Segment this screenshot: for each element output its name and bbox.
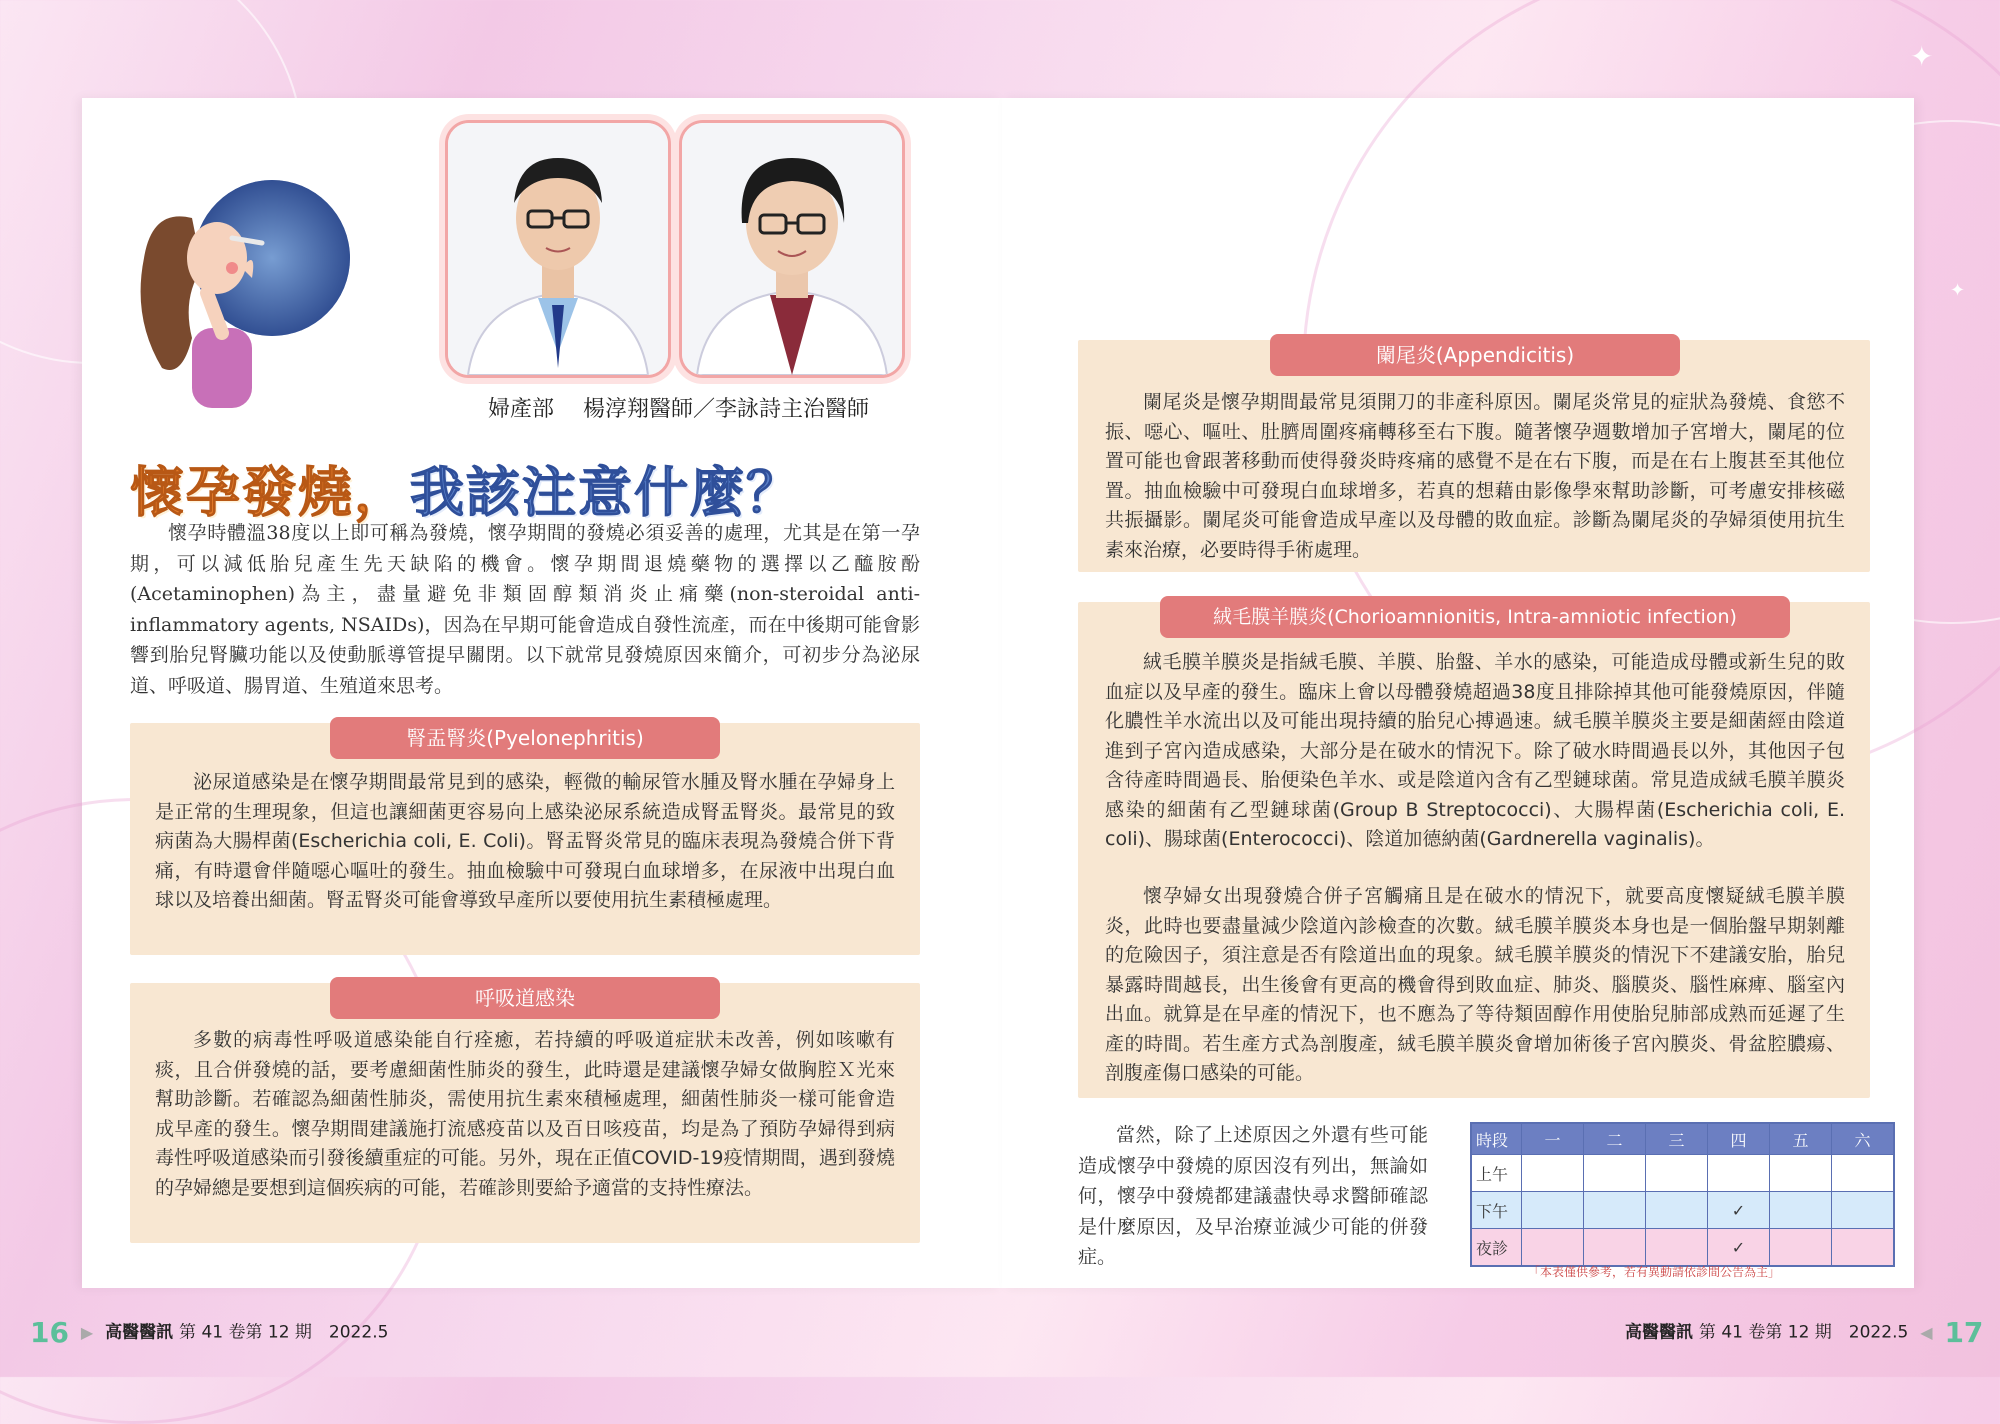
schedule-header-cell: 二 [1584,1123,1646,1155]
schedule-header-cell: 三 [1646,1123,1708,1155]
schedule-header-cell: 五 [1770,1123,1832,1155]
schedule-header-cell: 六 [1832,1123,1895,1155]
section-label-pyelonephritis: 腎盂腎炎(Pyelonephritis) [330,717,720,759]
schedule-header-cell: 四 [1708,1123,1770,1155]
section-label-appendicitis: 闌尾炎(Appendicitis) [1270,334,1680,376]
footer-left [30,1316,388,1349]
schedule-cell [1584,1192,1646,1229]
triangle-left-icon: ◀ [1920,1323,1933,1342]
schedule-row-afternoon [1471,1192,1894,1229]
title-part2: 我該注意什麼？ [410,461,802,524]
author-names: 楊淳翔醫師／李詠詩主治醫師 [583,397,870,422]
page-number-left: 16 [30,1316,69,1349]
closing-paragraph: 當然，除了上述原因之外還有些可能造成懷孕中發燒的原因沒有列出，無論如何，懷孕中發燒都建議盡快尋求醫師確認是什麼原因，及早治療並減少可能的併發症。 [1078,1124,1428,1268]
schedule-row-label: 下午 [1471,1192,1522,1229]
triangle-right-icon: ▶ [80,1323,94,1342]
sparkle-icon: ✦ [1910,40,1934,73]
schedule-cell [1646,1229,1708,1267]
schedule-header-row [1471,1123,1894,1155]
schedule-cell [1832,1229,1895,1267]
schedule-note: 「本表僅供參考，若有異動請依診間公告為主」 [1528,1265,1781,1279]
section-text-pyelonephritis: 泌尿道感染是在懷孕期間最常見到的感染，輕微的輸尿管水腫及腎水腫在孕婦身上是正常的生理現象，但這也讓細菌更容易向上感染泌尿系統造成腎盂腎炎。最常見的致病菌為大腸桿菌(Escherichia coli, E. Coli)。腎盂腎炎常見的臨床表現為發燒合併下背痛，有時還會伴隨噁心嘔吐的發生。抽血檢驗中可發現白血球增多，在尿液中出現白血球以及培養出細菌。腎盂腎炎可能會導致早產所以要使用抗生素積極處理。 [155,771,895,911]
magazine-name: 高醫醫訊 [1625,1322,1693,1343]
clinic-schedule-table [1470,1122,1895,1267]
section-label-respiratory: 呼吸道感染 [330,977,720,1019]
schedule-cell [1832,1155,1895,1192]
schedule-row-morning [1471,1155,1894,1192]
section-text-respiratory: 多數的病毒性呼吸道感染能自行痊癒，若持續的呼吸道症狀未改善，例如咳嗽有痰，且合併發燒的話，要考慮細菌性肺炎的發生，此時還是建議懷孕婦女做胸腔Ｘ光來幫助診斷。若確認為細菌性肺炎，需使用抗生素來積極處理，細菌性肺炎一樣可能會造成早產的發生。懷孕期間建議施打流感疫苗以及百日咳疫苗，均是為了預防孕婦得到病毒性呼吸道感染而引發後續重症的可能。另外，現在正值COVID-19疫情期間，遇到發燒的孕婦總是要想到這個疾病的可能，若確診則要給予適當的支持性療法。 [155,1029,895,1199]
doctor-photo-male [445,120,671,378]
schedule-cell [1770,1192,1832,1229]
schedule-cell [1522,1155,1584,1192]
section-text-chorioamnionitis-2: 懷孕婦女出現發燒合併子宮觸痛且是在破水的情況下，就要高度懷疑絨毛膜羊膜炎，此時也要盡量減少陰道內診檢查的次數。絨毛膜羊膜炎本身也是一個胎盤早期剝離的危險因子，須注意是否有陰道出血的現象。絨毛膜羊膜炎的情況下不建議安胎，胎兒暴露時間越長，出生後會有更高的機會得到敗血症、肺炎、腦膜炎、腦性麻痺、腦室內出血。就算是在早產的情況下，也不應為了等待類固醇作用使胎兒肺部成熟而延遲了生產的時間。若生產方式為剖腹產，絨毛膜羊膜炎會增加術後子宮內膜炎、骨盆腔膿瘍、剖腹產傷口感染的可能。 [1105,885,1845,1084]
schedule-header-cell: 一 [1522,1123,1584,1155]
magazine-name: 高醫醫訊 [105,1322,174,1343]
intro-paragraph: 懷孕時體溫38度以上即可稱為發燒，懷孕期間的發燒必須妥善的處理，尤其是在第一孕期，可以減低胎兒產生先天缺陷的機會。懷孕期間退燒藥物的選擇以乙醯胺酚(Acetaminophen)為主，盡量避免非類固醇類消炎止痛藥(non-steroidal anti-inflammatory agents, NSAIDs)，因為在早期可能會造成自發性流產，而在中後期可能會影響到胎兒腎臟功能以及使動脈導管提早關閉。以下就常見發燒原因來簡介，可初步分為泌尿道、呼吸道、腸胃道、生殖道來思考。 [130,522,920,697]
page-number-right: 17 [1944,1316,1984,1349]
section-label-chorioamnionitis: 絨毛膜羊膜炎(Chorioamnionitis, Intra-amniotic infection) [1160,596,1790,638]
sparkle-icon: ✦ [1950,280,1966,301]
schedule-cell [1770,1155,1832,1192]
schedule-cell [1770,1229,1832,1267]
schedule-cell [1584,1155,1646,1192]
schedule-cell [1832,1192,1895,1229]
footer-right [1625,1316,1983,1349]
schedule-header-cell: 時段 [1471,1123,1522,1155]
schedule-cell: ✓ [1708,1192,1770,1229]
title-part1: 懷孕發燒， [130,461,410,524]
woman-fever-illustration [122,178,352,408]
section-text-chorioamnionitis-1: 絨毛膜羊膜炎是指絨毛膜、羊膜、胎盤、羊水的感染，可能造成母體或新生兒的敗血症以及早產的發生。臨床上會以母體發燒超過38度且排除掉其他可能發燒原因，伴隨化膿性羊水流出以及可能出現持續的胎兒心搏過速。絨毛膜羊膜炎主要是細菌經由陰道進到子宮內造成感染，大部分是在破水的情況下。除了破水時間過長以外，其他因子包含待產時間過長、胎便染色羊水、或是陰道內含有乙型鏈球菌。常見造成絨毛膜羊膜炎感染的細菌有乙型鏈球菌(Group B Streptococci)、大腸桿菌(Escherichia coli, E. coli)、腸球菌(Enterococci)、陰道加德納菌(Gardnerella vaginalis)。 [1105,651,1845,850]
section-text-appendicitis: 闌尾炎是懷孕期間最常見須開刀的非產科原因。闌尾炎常見的症狀為發燒、食慾不振、噁心、嘔吐、肚臍周圍疼痛轉移至右下腹。隨著懷孕週數增加子宮增大，闌尾的位置可能也會跟著移動而使得發炎時疼痛的感覺不是在右下腹，而是在右上腹甚至其他位置。抽血檢驗中可發現白血球增多，若真的想藉由影像學來幫助診斷，可考慮安排核磁共振攝影。闌尾炎可能會造成早產以及母體的敗血症。診斷為闌尾炎的孕婦須使用抗生素來治療，必要時得手術處理。 [1105,391,1845,561]
schedule-row-label: 夜診 [1471,1229,1522,1267]
author-department: 婦產部 [488,397,555,422]
schedule-cell [1584,1229,1646,1267]
article-title [130,450,802,527]
schedule-cell [1522,1192,1584,1229]
issue-info: 第 41 卷第 12 期 2022.5 [179,1322,389,1343]
schedule-cell [1646,1192,1708,1229]
schedule-cell: ✓ [1708,1229,1770,1267]
schedule-cell [1708,1155,1770,1192]
issue-info: 第 41 卷第 12 期 2022.5 [1698,1322,1909,1343]
schedule-row-label: 上午 [1471,1155,1522,1192]
schedule-cell [1522,1229,1584,1267]
author-byline [488,392,869,423]
schedule-cell [1646,1155,1708,1192]
schedule-row-night [1471,1229,1894,1267]
doctor-photo-female [679,120,905,378]
